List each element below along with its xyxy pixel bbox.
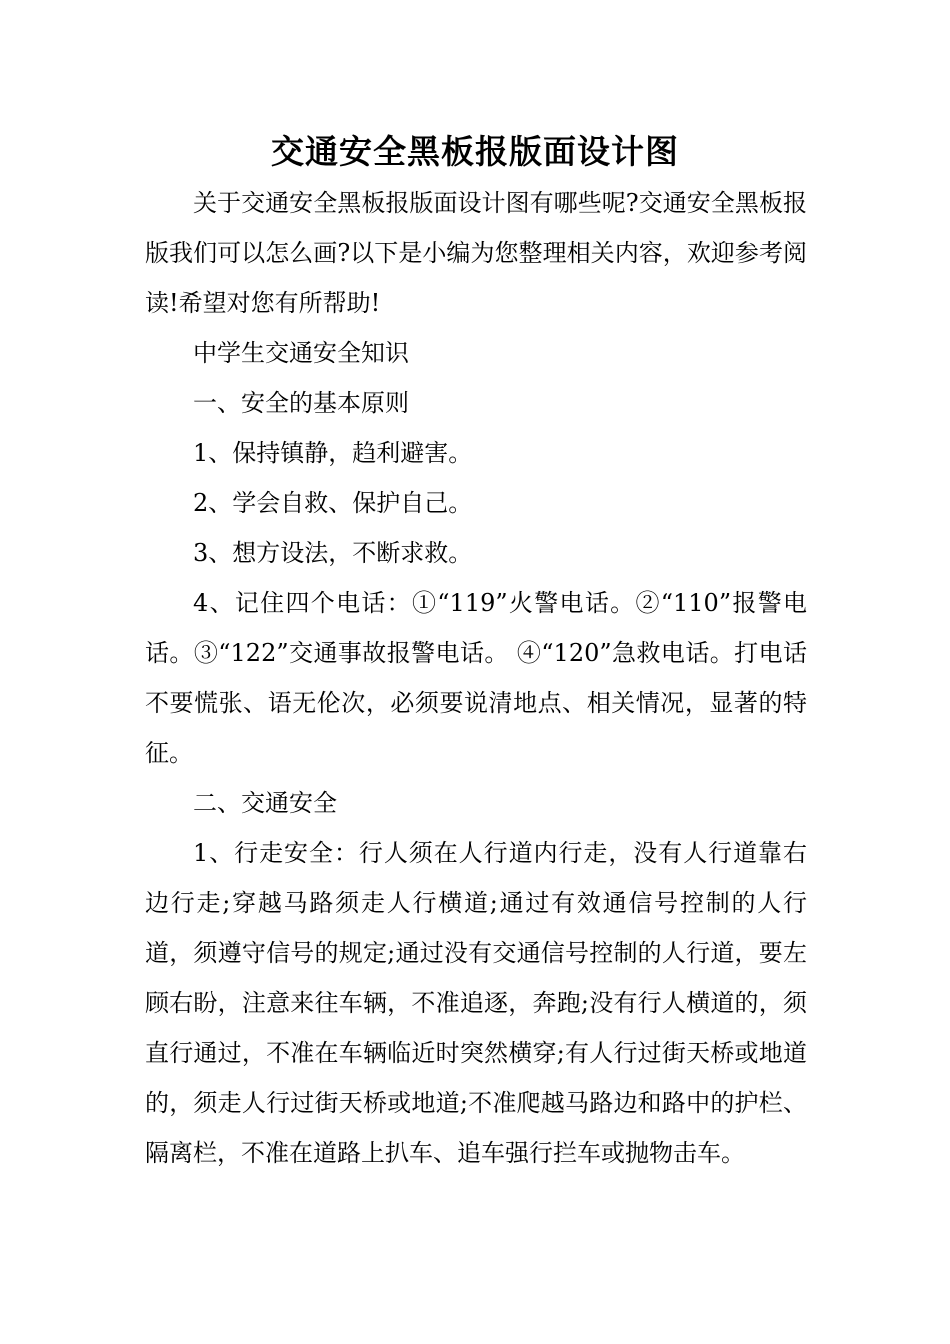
section-heading: 中学生交通安全知识 bbox=[193, 339, 409, 367]
list-item: 2、学会自救、保护自己。 bbox=[193, 489, 473, 517]
list-item: 3、想方设法，不断求救。 bbox=[193, 539, 473, 567]
subsection-heading: 二、交通安全 bbox=[193, 789, 337, 817]
subsection-heading: 一、安全的基本原则 bbox=[193, 389, 409, 417]
list-item: 1、保持镇静，趋利避害。 bbox=[193, 439, 473, 467]
list-item: 1、行走安全：行人须在人行道内行走，没有人行道靠右边行走;穿越马路须走人行横道;通过有效通信号控制的人行道，须遵守信号的规定;通过没有交通信号控制的人行道，要左顾右盼，注意来往车辆，不准追逐，奔跑;没有行人横道的，须直行通过，不准在车辆临近时突然横穿;有人行过街天桥或地道的，须走人行过街天桥或地道;不准爬越马路边和路中的护栏、隔离栏，不准在道路上扒车、追车强行拦车或抛物击车。 bbox=[145, 839, 807, 1167]
document-title: 交通安全黑板报版面设计图 bbox=[271, 132, 679, 171]
document-body bbox=[145, 178, 807, 1178]
list-item: 4、记住四个电话：①“119”火警电话。②“110”报警电话。③“122”交通事故报警电话。 ④“120”急救电话。打电话不要慌张、语无伦次，必须要说清地点、相关情况，显著的特征。 bbox=[145, 589, 807, 767]
intro-paragraph: 关于交通安全黑板报版面设计图有哪些呢?交通安全黑板报版我们可以怎么画?以下是小编为您整理相关内容，欢迎参考阅读!希望对您有所帮助! bbox=[145, 189, 807, 317]
